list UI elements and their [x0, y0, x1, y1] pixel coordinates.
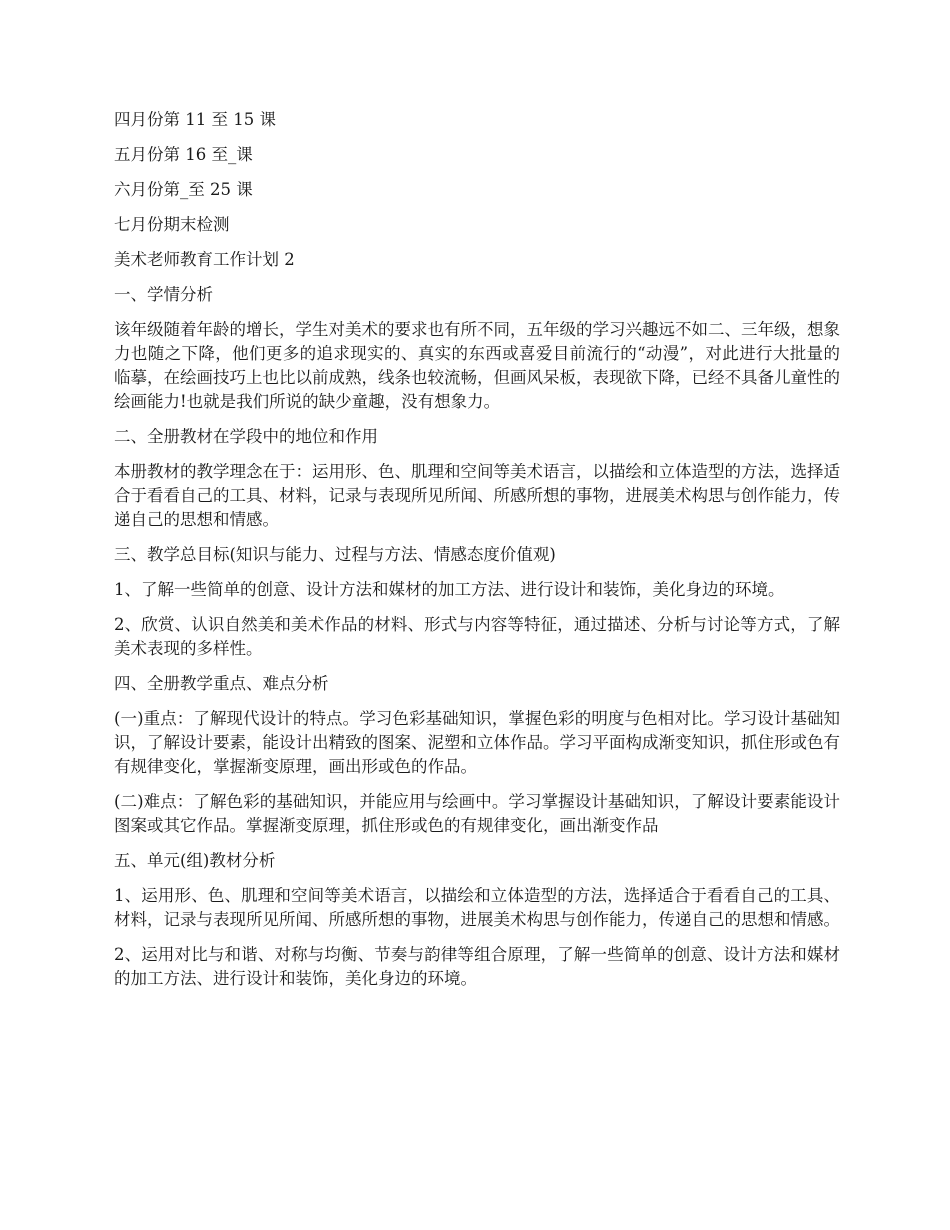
- schedule-june: 六月份第_至 25 课: [114, 180, 253, 199]
- section-heading-4: 四、全册教学重点、难点分析: [114, 674, 329, 693]
- section-body-1: 该年级随着年龄的增长，学生对美术的要求也有所不同，五年级的学习兴趣远不如二、三年级，想象力也随之下降，他们更多的追求现实的、真实的东西或喜爱目前流行的“动漫”，对此进行大批量的临摹，在绘画技巧上也比以前成熟，线条也较流畅，但画风呆板，表现欲下降，已经不具备儿童性的绘画能力!也就是我们所说的缺少童趣，没有想象力。: [114, 320, 840, 411]
- section-heading-1: 一、学情分析: [114, 285, 213, 304]
- schedule-april: 四月份第 11 至 15 课: [114, 110, 276, 129]
- document-title: 美术老师教育工作计划 2: [114, 250, 295, 269]
- section-heading-2: 二、全册教材在学段中的地位和作用: [114, 427, 378, 446]
- section-body-2: 本册教材的教学理念在于：运用形、色、肌理和空间等美术语言，以描绘和立体造型的方法，选择适合于看看自己的工具、材料，记录与表现所见所闻、所感所想的事物，进展美术构思与创作能力，传递自己的思想和情感。: [114, 462, 840, 529]
- section-heading-5: 五、单元(组)教材分析: [114, 851, 276, 870]
- unit-analysis-item-1: 1、运用形、色、肌理和空间等美术语言，以描绘和立体造型的方法，选择适合于看看自己的工具、材料，记录与表现所见所闻、所感所想的事物，进展美术构思与创作能力，传递自己的思想和情感。: [114, 886, 840, 929]
- unit-analysis-item-2: 2、运用对比与和谐、对称与均衡、节奏与韵律等组合原理，了解一些简单的创意、设计方法和媒材的加工方法、进行设计和装饰，美化身边的环境。: [114, 945, 840, 988]
- section-heading-3: 三、教学总目标(知识与能力、过程与方法、情感态度价值观): [114, 545, 556, 564]
- key-points: (一)重点：了解现代设计的特点。学习色彩基础知识，掌握色彩的明度与色相对比。学习设计基础知识，了解设计要素，能设计出精致的图案、泥塑和立体作品。学习平面构成渐变知识，抓住形或色有有规律变化，掌握渐变原理，画出形或色的作品。: [114, 709, 840, 776]
- goal-item-2: 2、欣赏、认识自然美和美术作品的材料、形式与内容等特征，通过描述、分析与讨论等方式，了解美术表现的多样性。: [114, 615, 840, 658]
- goal-item-1: 1、了解一些简单的创意、设计方法和媒材的加工方法、进行设计和装饰，美化身边的环境。: [114, 580, 785, 599]
- schedule-may: 五月份第 16 至_课: [114, 145, 253, 164]
- document-page: [114, 108, 840, 1002]
- difficult-points: (二)难点：了解色彩的基础知识，并能应用与绘画中。学习掌握设计基础知识，了解设计要素能设计图案或其它作品。掌握渐变原理，抓住形或色的有规律变化，画出渐变作品: [114, 792, 840, 835]
- schedule-july: 七月份期末检测: [114, 215, 230, 234]
